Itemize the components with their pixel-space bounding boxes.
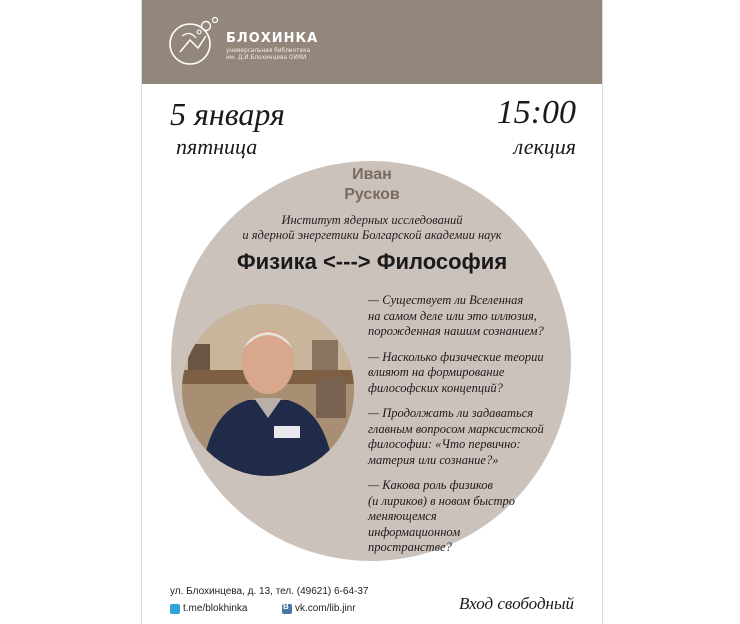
telegram-icon xyxy=(170,604,180,614)
speaker-last-name: Русков xyxy=(344,186,400,203)
vk-contact[interactable] xyxy=(282,603,356,614)
vk-link[interactable]: vk.com/lib.jinr xyxy=(295,603,356,614)
question-item: — Какова роль физиков (и лириков) в новом быстро меняющемся информационном пространстве? xyxy=(368,478,516,554)
logo-subtitle-line1: универсальная библиотека xyxy=(226,48,311,54)
question-item: — Продолжать ли задаваться главным вопросом марксистской философии: «Что первично: материя или сознание?» xyxy=(368,406,544,467)
logo-icon xyxy=(168,14,224,70)
logo-name: БЛОХИНКА xyxy=(226,31,319,46)
speaker-photo xyxy=(182,304,354,476)
speaker-affiliation-line2: и ядерной энергетики Болгарской академии наук xyxy=(242,228,502,242)
speaker-first-name: Иван xyxy=(352,166,392,183)
event-weekday: пятница xyxy=(176,134,258,159)
poster-header xyxy=(142,0,602,84)
telegram-link[interactable]: t.me/blokhinka xyxy=(183,603,248,614)
question-item: — Насколько физические теории влияют на формирование философских концепций? xyxy=(368,349,544,395)
address-line: ул. Блохинцева, д. 13, тел. (49621) 6-64-37 xyxy=(170,586,369,597)
vk-icon xyxy=(282,604,292,614)
logo-subtitle xyxy=(226,48,310,62)
event-date: 5 января xyxy=(170,96,285,132)
event-time: 15:00 xyxy=(496,94,576,131)
telegram-contact[interactable] xyxy=(170,603,247,614)
questions-list xyxy=(368,293,568,566)
event-poster xyxy=(141,0,603,624)
lecture-topic: Физика <---> Философия xyxy=(236,249,508,274)
speaker-affiliation-line1: Институт ядерных исследований xyxy=(281,213,463,227)
logo-subtitle-line2: им. Д.И.Блохинцева ОИЯИ xyxy=(226,55,307,61)
question-item: — Существует ли Вселенная на самом деле или это иллюзия, порожденная нашим сознанием? xyxy=(368,293,544,338)
event-type: лекция xyxy=(513,134,576,159)
entry-info: Вход свободный xyxy=(458,594,574,613)
